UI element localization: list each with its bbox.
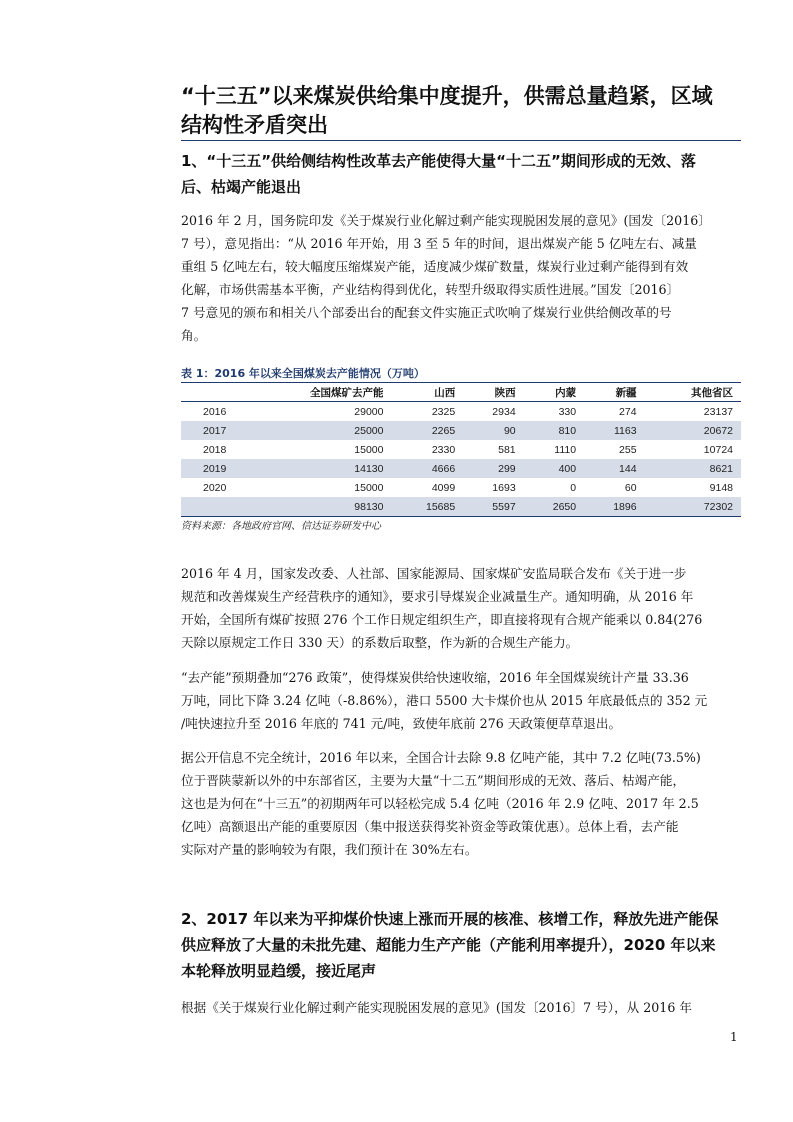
paragraph-line: 2016 年 2 月，国务院印发《关于煤炭行业化解过剩产能实现脱困发展的意见》(国发〔2016〕	[181, 213, 711, 228]
table-header-cell: 陕西	[463, 383, 523, 402]
paragraph-3	[181, 666, 743, 735]
table-cell: 1896	[584, 497, 644, 517]
table-row	[181, 402, 741, 422]
paragraph-line: 2016 年 4 月，国家发改委、人社部、国家能源局、国家煤矿安监局联合发布《关于进一步	[181, 566, 687, 581]
table-row	[181, 421, 741, 440]
coal-capacity-table	[181, 382, 741, 517]
paragraph-line: 开始，全国所有煤矿按照 276 个工作日规定组织生产，即直接将现有合规产能乘以 0.84(276	[181, 612, 703, 627]
paragraph-5	[181, 996, 743, 1019]
paragraph-line: 万吨，同比下降 3.24 亿吨（-8.86%），港口 5500 大卡煤价也从 2015 年底最低点的 352 元	[181, 693, 708, 708]
page-title-line: “十三五”以来煤炭供给集中度提升，供需总量趋紧，区域	[181, 84, 713, 108]
table-cell: 1693	[492, 481, 516, 494]
table-cell: 0	[570, 481, 577, 494]
page-number: 1	[730, 1030, 738, 1044]
table-cell: 299	[463, 459, 523, 478]
table-cell: 15000	[354, 481, 384, 494]
paragraph-line: /吨快速拉升至 2016 年底的 741 元/吨，致使年底前 276 天政策便草草退出。	[181, 716, 622, 731]
table-cell: 25000	[234, 421, 391, 440]
table-cell: 8621	[645, 459, 741, 478]
paragraph-line: 7 号），意见指出：“从 2016 年开始，用 3 至 5 年的时间，退出煤炭产能 5 亿吨左右、减量	[181, 236, 697, 251]
table-cell	[181, 497, 234, 517]
paragraph-line: 据公开信息不完全统计，2016 年以来，全国合计去除 9.8 亿吨产能，其中 7.2 亿吨(73.5%)	[181, 750, 701, 765]
table-source: 资料来源：各地政府官网、信达证券研发中心	[181, 521, 381, 532]
table-cell: 2934	[492, 405, 516, 418]
paragraph-line: 亿吨）高额退出产能的重要原因（集中报送获得奖补资金等政策优惠）。总体上看，去产能	[181, 819, 679, 834]
paragraph-line: 重组 5 亿吨左右，较大幅度压缩煤炭产能，适度减少煤矿数量，煤炭行业过剩产能得到有效	[181, 259, 689, 274]
table-cell: 14130	[234, 459, 391, 478]
section1-heading	[181, 148, 741, 200]
table-cell: 330	[558, 405, 577, 418]
paragraph-line: 化解，市场供需基本平衡，产业结构得到优化，转型升级取得实质性进展。”国发〔2016〕	[181, 282, 680, 297]
table-header-cell: 山西	[391, 383, 463, 402]
table-cell: 10724	[703, 443, 733, 456]
paragraph-1	[181, 209, 743, 347]
paragraph-line: 规范和改善煤炭生产经营秩序的通知》，要求引导煤炭企业减量生产。通知明确，从 2016 年	[181, 589, 694, 604]
paragraph-4	[181, 746, 743, 861]
page-title	[181, 82, 741, 140]
paragraph-line: 位于晋陕蒙新以外的中东部省区，主要为大量“十二五”期间形成的无效、落后、枯竭产能，	[181, 773, 686, 788]
table-cell: 29000	[354, 405, 384, 418]
table-header-cell	[181, 383, 234, 402]
table-cell: 23137	[703, 405, 733, 418]
paragraph-2	[181, 562, 743, 654]
heading-line: 2、2017 年以来为平抑煤价快速上涨而开展的核准、核增工作，释放先进产能保	[181, 910, 719, 928]
table-cell: 2017	[181, 421, 234, 440]
table-cell: 9148	[709, 481, 733, 494]
table-cell: 15685	[391, 497, 463, 517]
table-header-cell: 其他省区	[645, 383, 741, 402]
heading-line: 供应释放了大量的未批先建、超能力生产产能（产能利用率提升），2020 年以来	[181, 936, 716, 954]
paragraph-line: 这也是为何在“十三五”的初期两年可以轻松完成 5.4 亿吨（2016 年 2.9 亿吨、2017 年 2.5	[181, 796, 699, 811]
table-caption: 表 1：2016 年以来全国煤炭去产能情况（万吨）	[181, 367, 425, 380]
paragraph-line: 实际对产量的影响较为有限，我们预计在 30%左右。	[181, 842, 478, 857]
table-cell: 20672	[645, 421, 741, 440]
table-cell: 2650	[524, 497, 584, 517]
table-header-row	[181, 383, 741, 402]
table-cell: 4099	[431, 481, 456, 494]
paragraph-line: 根据《关于煤炭行业化解过剩产能实现脱困发展的意见》(国发〔2016〕7 号），从 2016 年	[181, 1000, 692, 1015]
table-header-cell: 内蒙	[524, 383, 584, 402]
heading-line: 1、“十三五”供给侧结构性改革去产能使得大量“十二五”期间形成的无效、落	[181, 152, 696, 170]
page-title-line: 结构性矛盾突出	[181, 113, 328, 137]
table-row	[181, 440, 741, 459]
table-cell: 2016	[203, 405, 227, 418]
table-cell: 1163	[584, 421, 644, 440]
table-cell: 255	[619, 443, 637, 456]
table-total-row	[181, 497, 741, 517]
table-cell: 581	[498, 443, 516, 456]
table-cell: 144	[584, 459, 644, 478]
table-cell: 2020	[203, 481, 227, 494]
table-row	[181, 478, 741, 497]
table-cell: 72302	[645, 497, 741, 517]
table-cell: 2018	[203, 443, 227, 456]
table-cell: 2330	[431, 443, 456, 456]
table-cell: 4666	[391, 459, 463, 478]
table-header-cell: 新疆	[584, 383, 644, 402]
table-cell: 2019	[181, 459, 234, 478]
heading-line: 本轮释放明显趋缓，接近尾声	[181, 962, 377, 980]
table-cell: 60	[624, 481, 637, 494]
paragraph-line: 天除以原规定工作日 330 天）的系数后取整，作为新的合规生产能力。	[181, 635, 579, 650]
section2-heading	[181, 906, 741, 984]
table-cell: 5597	[463, 497, 523, 517]
table-cell: 1110	[554, 443, 577, 456]
paragraph-line: 7 号意见的颁布和相关八个部委出台的配套文件实施正式吹响了煤炭行业供给侧改革的号	[181, 305, 672, 320]
table-cell: 274	[619, 405, 637, 418]
table-row	[181, 459, 741, 478]
table-cell: 810	[524, 421, 584, 440]
title-divider	[181, 140, 741, 141]
table-cell: 2325	[431, 405, 456, 418]
table-cell: 90	[463, 421, 523, 440]
paragraph-line: 角。	[181, 328, 207, 343]
table-cell: 2265	[391, 421, 463, 440]
table-cell: 98130	[234, 497, 391, 517]
table-header-cell: 全国煤矿去产能	[234, 383, 391, 402]
table-cell: 15000	[354, 443, 384, 456]
heading-line: 后、枯竭产能退出	[181, 178, 302, 196]
table-cell: 400	[524, 459, 584, 478]
paragraph-line: “去产能”预期叠加“276 政策”，使得煤炭供给快速收缩，2016 年全国煤炭统计产量 33.36	[181, 670, 689, 685]
